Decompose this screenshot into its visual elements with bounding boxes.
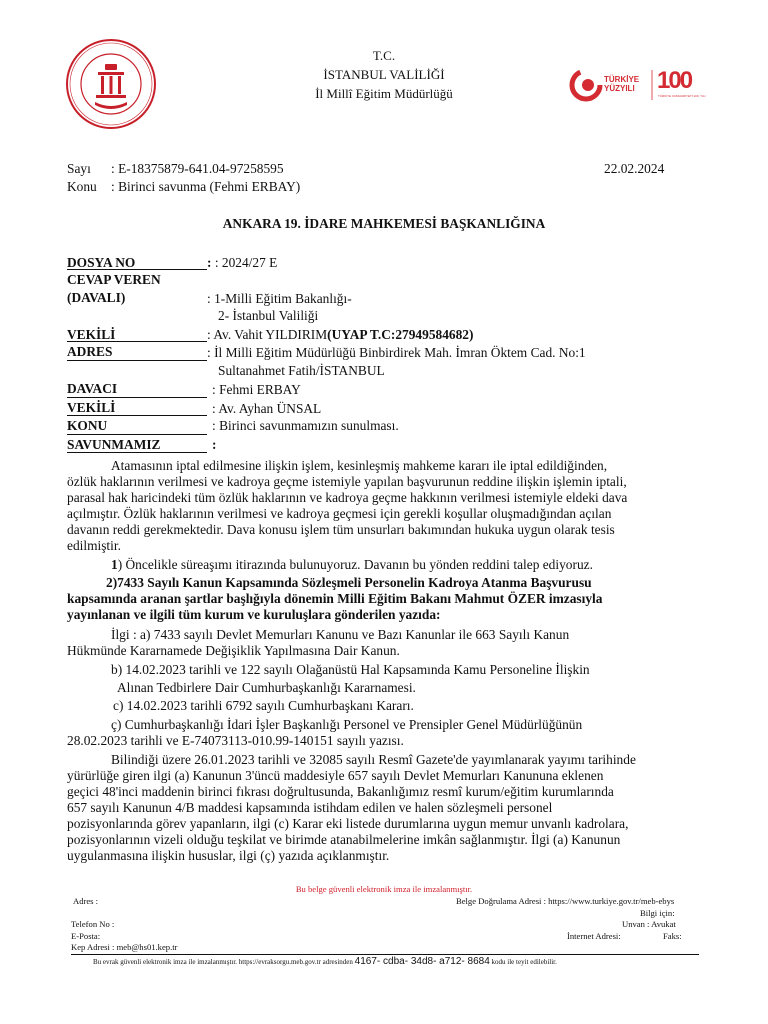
body-p4-line4: 657 sayılı Kanunun 4/B maddesi kapsamında istihdam edilen ve halen sözleşmeli personel: [67, 800, 553, 815]
adres-label: ADRES: [67, 344, 113, 359]
body-p1-line6: edilmiştir.: [67, 538, 121, 553]
ilgi-cc-line2: 28.02.2023 tarihli ve E-74073113-010.99-140151 sayılı yazısı.: [67, 733, 404, 748]
vekil1-value: : Av. Vahit YILDIRIM: [207, 327, 328, 342]
ilgi-c: c) 14.02.2023 tarihli 6792 sayılı Cumhurbaşkanı Kararı.: [113, 698, 414, 713]
body-p4-line7: uygulanmasına ilişkin hususlar, ilgi (ç) yazıda açıklanmıştır.: [67, 848, 390, 863]
footer-bilgi: Bilgi için:: [640, 908, 675, 918]
adres-value-2: Sultanahmet Fatih/İSTANBUL: [218, 363, 385, 378]
label-rule: [67, 269, 207, 270]
footer-dogrulama[interactable]: Belge Doğrulama Adresi : https://www.turkiye.gov.tr/meb-ebys: [456, 896, 675, 906]
footer-telefon: Telefon No :: [71, 919, 115, 929]
konu-label: Konu: [67, 179, 97, 194]
body-p2: [111, 557, 593, 574]
vekil1-uyap: (UYAP T.C:27949584682): [327, 327, 474, 342]
footer-bottom-pre: Bu evrak güvenli elektronik imza ile imzalanmıştır. https://evraksorgu.meb.gov.tr adresinden: [93, 958, 353, 966]
body-p4-line3: geçici 48'inci maddenin birinci fıkrası doğrultusunda, Bakanlığımız resmî kurum/eğitim kurumlarında: [67, 784, 614, 799]
body-p2-number: 1: [111, 557, 118, 572]
dosya-value-text: : 2024/27 E: [214, 255, 278, 270]
cevap-label-2: (DAVALI): [67, 290, 126, 305]
logo-100-text: 100: [657, 67, 692, 94]
label-rule: [67, 397, 207, 398]
footer-eposta: E-Posta:: [71, 931, 101, 941]
body-p1-line2: özlük haklarının verilmesi ve kadroya geçme istemiyle yapılan başvurunun reddine ilişkin işlemin iptali,: [67, 474, 627, 489]
konu-value: : Birinci savunma (Fehmi ERBAY): [111, 179, 301, 194]
body-p1-line1: Atamasının iptal edilmesine ilişkin işlem, kesinleşmiş mahkeme kararı ile iptal edildiğinden,: [111, 458, 608, 473]
vekil2-label: VEKİLİ: [67, 400, 116, 415]
ilgi-a-line1: İlgi : a) 7433 sayılı Devlet Memurları Kanunu ve Bazı Kanunlar ile 663 Sayılı Kanun: [111, 627, 570, 642]
label-rule: [67, 360, 207, 361]
sayi-value: : E-18375879-641.04-97258595: [111, 161, 284, 176]
konu-field-value: : Birinci savunmamızın sunulması.: [212, 418, 399, 433]
logo-turkiye-text: TÜRKİYE: [604, 75, 640, 84]
davaci-label: DAVACI: [67, 381, 118, 396]
savunma-label: SAVUNMAMIZ: [67, 437, 161, 452]
footer-divider: [71, 954, 699, 955]
footer-bottom-post: kodu ile teyit edilebilir.: [491, 958, 557, 966]
body-p4-line1: Bilindiği üzere 26.01.2023 tarihli ve 32085 sayılı Resmî Gazete'de yayımlanarak yayımı tarihinde: [111, 752, 636, 767]
header-valilik: İSTANBUL VALİLİĞİ: [323, 67, 445, 82]
ilgi-cc-line1: ç) Cumhurbaşkanlığı İdari İşler Başkanlığı Personel ve Prensipler Genel Müdürlüğünün: [111, 717, 583, 732]
sayi-label: Sayı: [67, 161, 91, 176]
body-p3-line1: 2)7433 Sayılı Kanun Kapsamında Sözleşmeli Personelin Kadroya Atanma Başvurusu: [106, 575, 592, 590]
addressee: ANKARA 19. İDARE MAHKEMESİ BAŞKANLIĞINA: [222, 216, 546, 231]
label-rule: [67, 341, 207, 342]
body-p4-line6: pozisyonlarının vizeli olduğu teşkilat ve birimde atanabilmelerine imkân sağlanmıştır. İlgi (a) Kanunun: [67, 832, 621, 847]
ilgi-b-line1: b) 14.02.2023 tarihli ve 122 sayılı Olağanüstü Hal Kapsamında Kamu Personeline İlişkin: [111, 662, 590, 677]
cevap-value-1: : 1-Milli Eğitim Bakanlığı-: [207, 291, 352, 306]
ilgi-b-line2: Alınan Tedbirlere Dair Cumhurbaşkanlığı Kararnamesi.: [117, 680, 416, 695]
body-p3-line3: yayınlanan ve ilgili tüm kurum ve kuruluşlara gönderilen yazıda:: [67, 607, 441, 622]
konu-field-label: KONU: [67, 418, 108, 433]
footer-internet: İnternet Adresi:: [567, 931, 621, 941]
logo-small-text: TÜRKİYE CUMHURİYETİ 100. YILI: [658, 94, 706, 98]
vekil2-value: : Av. Ayhan ÜNSAL: [212, 401, 322, 416]
footer-unvan: Unvan : Avukat: [622, 919, 676, 929]
body-p4-line2: yürürlüğe giren ilgi (a) Kanunun 3'üncü maddesiyle 657 sayılı Devlet Memurları Kanununa eklenen: [67, 768, 604, 783]
header-mudurluk: İl Millî Eğitim Müdürlüğü: [315, 86, 453, 101]
footer-faks: Faks:: [663, 931, 682, 941]
body-p1-line5: davanın reddi gerekmektedir. Dava konusu işlem tüm unsurları bakımından hukuka uygun olarak tesis: [67, 522, 615, 537]
header-tc: T.C.: [372, 48, 396, 63]
dosya-label: DOSYA NO: [67, 255, 136, 270]
label-rule: [67, 452, 207, 453]
esign-notice: Bu belge güvenli elektronik imza ile imzalanmıştır.: [295, 884, 473, 894]
ilgi-a-line2: Hükmünde Kararnamede Değişiklik Yapılmasına Dair Kanun.: [67, 643, 400, 658]
cevap-value-2: 2- İstanbul Valiliği: [218, 308, 319, 323]
body-p1-line4: açılmıştır. Özlük haklarının verilmesi ve kadroya geçmesi için gerekli koşullar oluşmadığından açılan: [67, 506, 612, 521]
davaci-value: : Fehmi ERBAY: [212, 382, 301, 397]
body-p4-line5: pozisyonlarında görev yapanların, ilgi (c) Karar eki listede durumlarına uygun memur unvanlı kadrolara,: [67, 816, 629, 831]
footer-bottom-line: [93, 956, 557, 968]
label-rule: [67, 434, 207, 435]
footer-kep: Kep Adresi : meb@hs01.kep.tr: [71, 942, 178, 952]
body-p2-text: ) Öncelikle süreaşımı itirazında bulunuyoruz. Davanın bu yönden reddini talep ediyoruz.: [117, 557, 593, 572]
savunma-value: :: [212, 437, 217, 452]
document-date: 22.02.2024: [604, 161, 665, 176]
body-p1-line3: parasal hak haricindeki tüm özlük haklarının ve kadroya geçme hakkının verilmesi istemiyle eldeki dava: [67, 490, 628, 505]
label-rule: [67, 415, 207, 416]
vekil1-value-row: [207, 327, 473, 343]
dosya-value: : : 2024/27 E: [207, 255, 278, 270]
footer-verification-code: 4167- cdba- 34d8- a712- 8684: [354, 956, 490, 967]
vekil1-label: VEKİLİ: [67, 327, 116, 342]
logo-yuzyili-text: YÜZYILI: [604, 84, 635, 93]
body-p3-line2: kapsamında aranan şartlar başlığıyla dönemin Milli Eğitim Bakanı Mahmut ÖZER imzasıyla: [67, 591, 603, 606]
adres-value-1: : İl Milli Eğitim Müdürlüğü Binbirdirek Mah. İmran Öktem Cad. No:1: [207, 345, 586, 360]
cevap-label-1: CEVAP VEREN: [67, 272, 161, 287]
footer-adres: Adres :: [73, 896, 99, 906]
